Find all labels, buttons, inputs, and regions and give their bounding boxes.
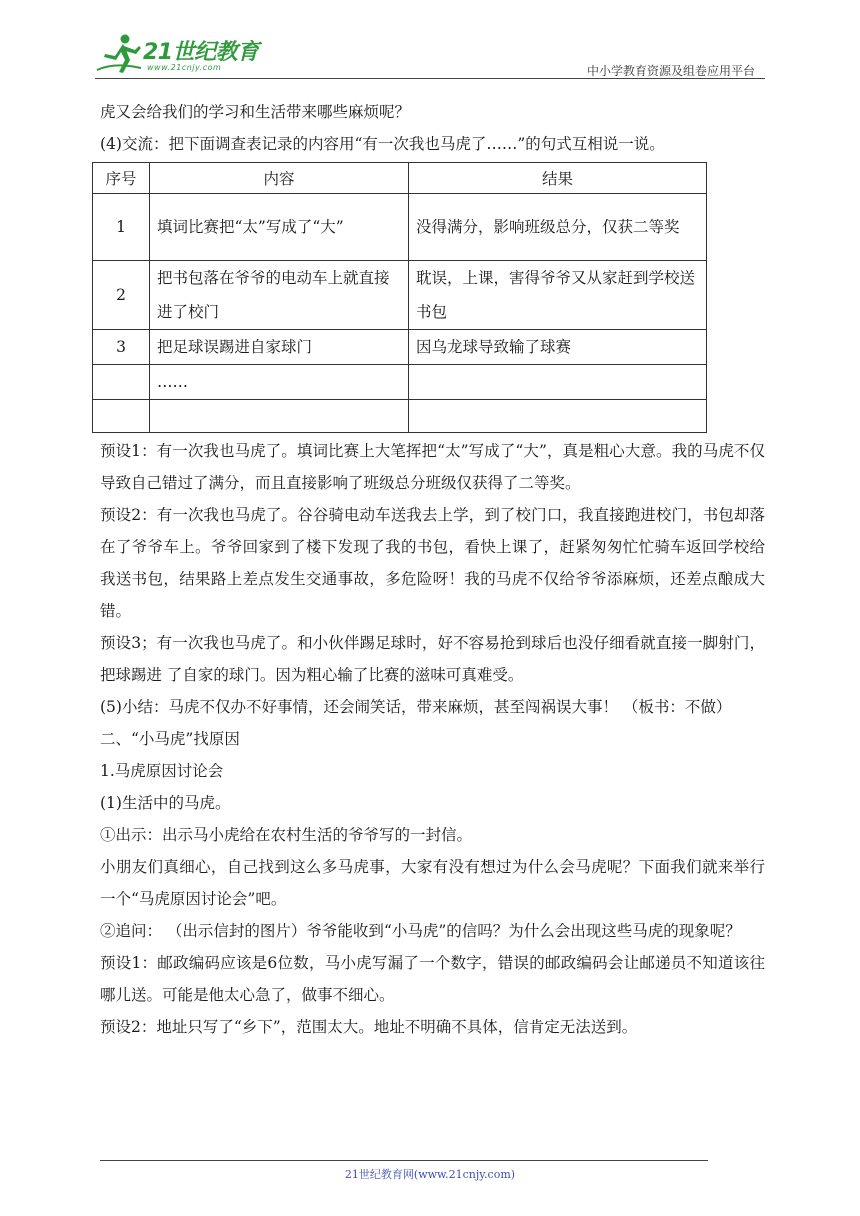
table-cell-result	[409, 365, 707, 400]
paragraph: 预设2：地址只写了“乡下”，范围太大。地址不明确不具体，信肯定无法送到。	[100, 1018, 638, 1036]
table-cell-num: 2	[93, 261, 150, 330]
runner-icon	[95, 32, 145, 76]
table-row	[93, 400, 707, 433]
table-row	[93, 330, 707, 365]
paragraph: 预设2：有一次我也马虎了。谷谷骑电动车送我去上学，到了校门口，我直接跑进校门，书包却落在了爷爷车上。爷爷回家到了楼下发现了我的书包，看快上课了，赶紧匆匆忙忙骑车返回学校给我送书包，结果路上差点发生交通事故，多危险呀！我的马虎不仅给爷爷添麻烦，还差点酿成大错。	[100, 506, 765, 620]
table-header-cell: 内容	[150, 163, 409, 194]
document-body	[100, 96, 765, 1043]
page-header	[95, 30, 765, 80]
header-divider	[95, 78, 765, 79]
footer-divider	[100, 1160, 708, 1161]
table-cell-content: 把书包落在爷爷的电动车上就直接进了校门	[150, 261, 409, 330]
table-row	[93, 365, 707, 400]
paragraph: 预设1：邮政编码应该是6位数，马小虎写漏了一个数字，错误的邮政编码会让邮递员不知道该往哪儿送。可能是他太心急了，做事不细心。	[100, 954, 765, 1004]
survey-table	[92, 162, 707, 433]
table-cell-content: 把足球误踢进自家球门	[150, 330, 409, 365]
table-cell-num: 3	[93, 330, 150, 365]
paragraph: 预设3；有一次我也马虎了。和小伙伴踢足球时，好不容易抢到球后也没仔细看就直接一脚射门，把球踢进 了自家的球门。因为粗心输了比赛的滋味可真难受。	[100, 634, 765, 684]
footer-link[interactable]: 21世纪教育网(www.21cnjy.com)	[344, 1168, 516, 1181]
site-logo[interactable]	[95, 32, 265, 76]
table-cell-num: 1	[93, 194, 150, 261]
paragraph: ①出示：出示马小虎给在农村生活的爷爷写的一封信。	[100, 826, 473, 844]
subsection-heading: 1.马虎原因讨论会	[100, 762, 224, 780]
paragraph: (4)交流：把下面调查表记录的内容用“有一次我也马虎了……”的句式互相说一说。	[100, 135, 665, 153]
paragraph: 预设1：有一次我也马虎了。填词比赛上大笔挥把“太”写成了“大”，真是粗心大意。我的马虎不仅导致自己错过了满分，而且直接影响了班级总分班级仅获得了二等奖。	[100, 442, 765, 492]
header-platform-text: 中小学教育资源及组卷应用平台	[586, 64, 755, 78]
table-cell-result: 因乌龙球导致输了球赛	[409, 330, 707, 365]
table-row	[93, 261, 707, 330]
logo-text: 21世纪教育	[143, 40, 259, 65]
table-cell-content	[150, 400, 409, 433]
table-header-cell: 序号	[93, 163, 150, 194]
table-cell-result: 没得满分，影响班级总分，仅获二等奖	[409, 194, 707, 261]
paragraph: 小朋友们真细心，自己找到这么多马虎事，大家有没有想过为什么会马虎呢？下面我们就来举行一个“马虎原因讨论会”吧。	[100, 858, 765, 908]
table-cell-result	[409, 400, 707, 433]
paragraph: 虎又会给我们的学习和生活带来哪些麻烦呢？	[100, 103, 411, 121]
paragraph: (1)生活中的马虎。	[100, 794, 231, 812]
section-heading: 二、“小马虎”找原因	[100, 730, 240, 748]
logo-subtext: www.21cnjy.com	[147, 63, 222, 72]
table-row	[93, 194, 707, 261]
table-cell-content: ……	[150, 365, 409, 400]
table-cell-num	[93, 400, 150, 433]
table-header-cell: 结果	[409, 163, 707, 194]
table-cell-result: 耽误，上课，害得爷爷又从家赶到学校送书包	[409, 261, 707, 330]
table-cell-content: 填词比赛把“太”写成了“大”	[150, 194, 409, 261]
paragraph: ②追问： （出示信封的图片）爷爷能收到“小马虎”的信吗？为什么会出现这些马虎的现象呢？	[100, 922, 741, 940]
table-cell-num	[93, 365, 150, 400]
paragraph: (5)小结：马虎不仅办不好事情，还会闹笑话，带来麻烦，甚至闯祸误大事！ （板书：不做）	[100, 698, 732, 716]
table-header-row	[93, 163, 707, 194]
